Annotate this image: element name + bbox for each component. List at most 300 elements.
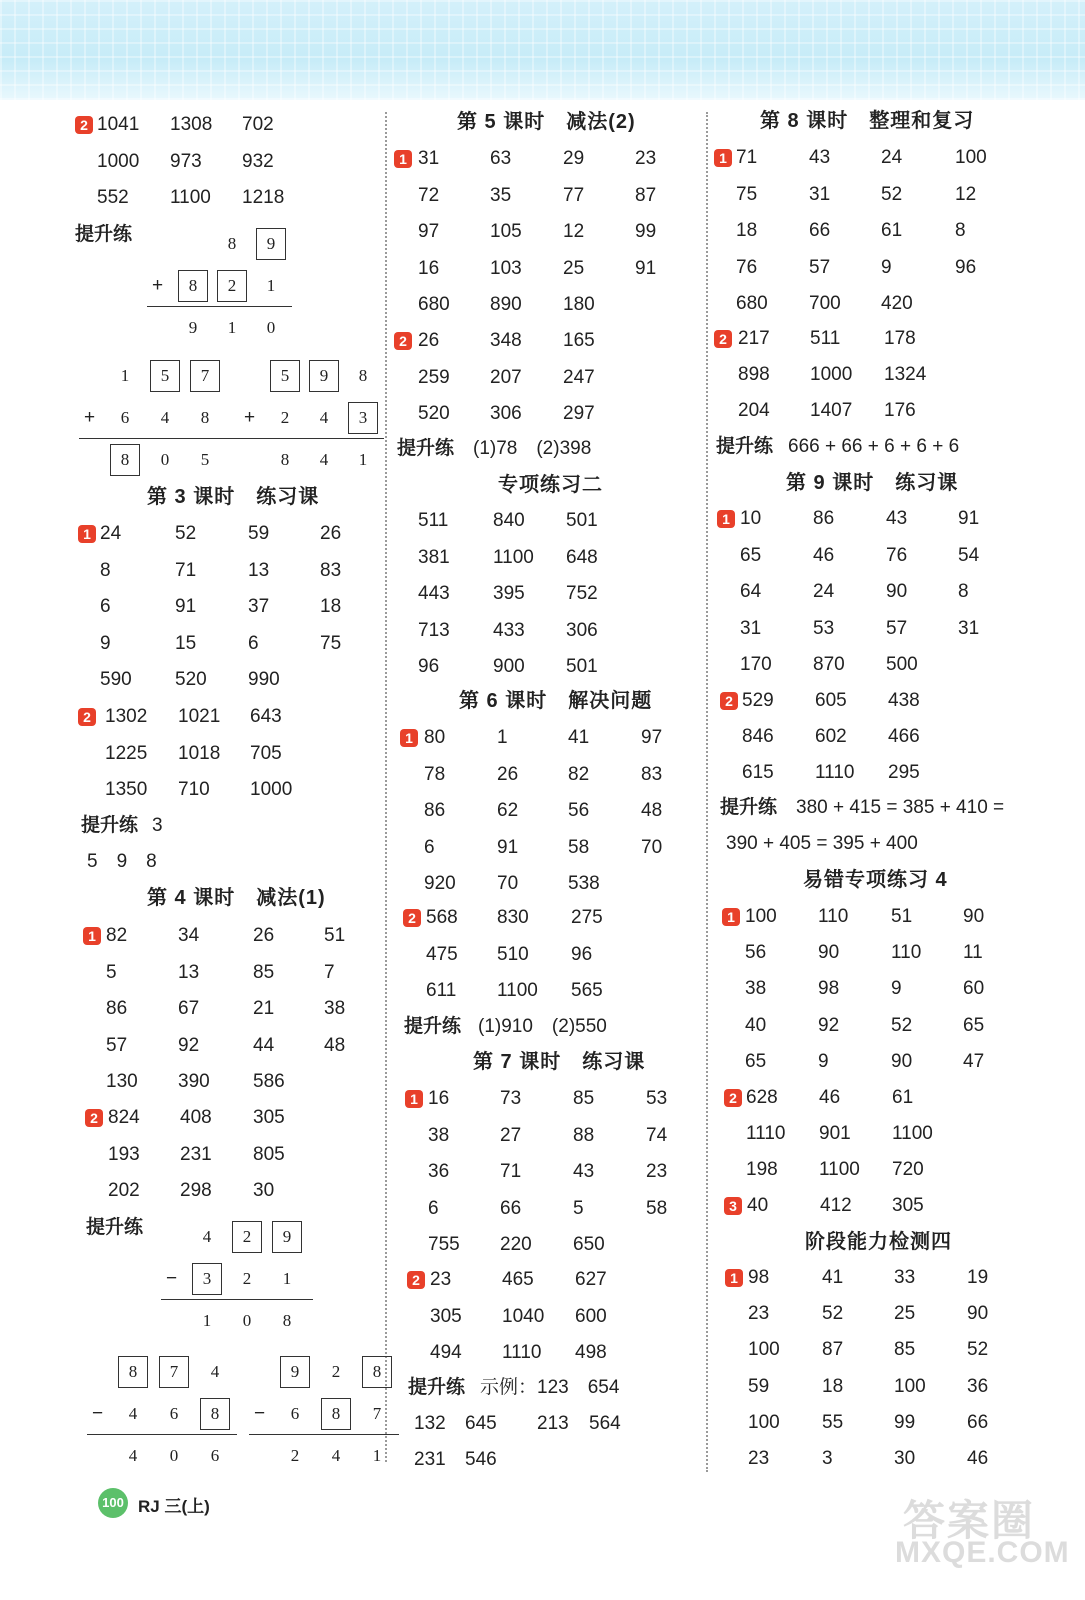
answer-value: 8 (958, 581, 969, 602)
answer-value: 1100 (497, 980, 538, 1001)
answer-value: 6 (428, 1197, 439, 1219)
answer-value: 62 (497, 800, 519, 821)
answer-value: 90 (967, 1303, 989, 1325)
answer-value: 27 (500, 1124, 522, 1146)
answer-value: 52 (967, 1339, 989, 1361)
answer-value: 61 (892, 1087, 914, 1108)
question-number-badge: 2 (720, 692, 738, 710)
answer-value: 30 (894, 1448, 916, 1469)
answer-value: 6 (424, 836, 435, 858)
answer-value: 23 (748, 1303, 770, 1325)
answer-value: 73 (500, 1088, 522, 1109)
answer-value: 86 (106, 998, 128, 1019)
answer-value: 26 (497, 763, 519, 785)
answer-value: 86 (813, 508, 835, 529)
answer-value: 805 (253, 1143, 285, 1165)
answer-value: 565 (571, 980, 603, 1001)
question-number-badge: 3 (724, 1197, 742, 1215)
answer-value: 18 (320, 596, 342, 617)
answer-value: 52 (175, 523, 197, 544)
answer-value: 475 (426, 943, 458, 965)
answer-value: 23 (646, 1161, 668, 1182)
answer-value: 1407 (810, 400, 853, 421)
answer-value: 10 (740, 508, 762, 529)
digit: 4 (319, 450, 329, 469)
answer-value: 70 (497, 873, 519, 894)
answer-value: 31 (740, 617, 762, 639)
practice-label: 提升练 (86, 1217, 144, 1238)
answer-value: 305 (253, 1107, 285, 1128)
answer-value: 59 (748, 1375, 770, 1397)
answer-value: 198 (746, 1159, 778, 1180)
digit: 0 (169, 1446, 179, 1465)
answer-value: 395 (493, 583, 525, 604)
answer-value: 501 (566, 656, 598, 677)
question-number-badge: 1 (400, 729, 418, 747)
question-number-badge: 1 (725, 1269, 743, 1287)
column-divider (706, 112, 708, 1472)
answer-value: 61 (881, 220, 903, 241)
answer-value: (1)78 (2)398 (473, 438, 592, 459)
answer-box-digit: 7 (159, 1356, 189, 1388)
answer-value: 8 (100, 559, 111, 581)
answer-value: 46 (813, 544, 835, 566)
answer-value: 26 (320, 523, 342, 544)
answer-value: 43 (886, 508, 908, 529)
answer-value: 38 (428, 1124, 450, 1146)
answer-value: 13 (248, 559, 270, 581)
answer-value: 1041 (97, 114, 140, 135)
answer-value: 76 (736, 256, 758, 278)
answer-value: 605 (815, 690, 847, 711)
answer-value: 920 (424, 873, 456, 894)
answer-value: 44 (253, 1034, 275, 1056)
answer-value: 247 (563, 366, 595, 388)
answer-value: 46 (819, 1087, 841, 1108)
answer-value: 23 (635, 148, 657, 169)
answer-value: 1040 (502, 1305, 545, 1327)
answer-value: 41 (568, 727, 590, 748)
answer-value: 1350 (105, 779, 148, 800)
answer-value: 91 (497, 836, 519, 858)
answer-value: 56 (568, 800, 590, 821)
answer-value: 65 (745, 1050, 767, 1072)
digit: 8 (227, 234, 237, 253)
answer-box-digit: 8 (110, 444, 140, 476)
answer-value: 54 (958, 544, 980, 566)
answer-value: 92 (178, 1034, 200, 1056)
answer-value: 990 (248, 669, 280, 690)
answer-value: 501 (566, 510, 598, 531)
answer-value: 700 (809, 293, 841, 314)
answer-value: 1000 (97, 150, 140, 172)
answer-value: 648 (566, 546, 598, 568)
answer-value: 75 (320, 632, 342, 654)
answer-value: 438 (888, 690, 920, 711)
answer-value: 494 (430, 1342, 462, 1363)
answer-value: 213 (537, 1413, 569, 1434)
digit: 2 (280, 408, 290, 427)
answer-value: 1000 (250, 779, 293, 800)
answer-value: 628 (746, 1087, 778, 1108)
answer-value: 193 (108, 1143, 140, 1165)
answer-value: 1225 (105, 742, 148, 764)
digit: 1 (266, 276, 276, 295)
digit: 8 (280, 450, 290, 469)
answer-value: 130 (106, 1071, 138, 1092)
answer-value: 90 (963, 906, 985, 927)
answer-value: 43 (573, 1161, 595, 1182)
answer-value: 29 (563, 148, 585, 169)
answer-value: 510 (497, 943, 529, 965)
answer-value: 3 (152, 815, 163, 836)
column-divider (385, 112, 387, 1462)
answer-value: 38 (745, 978, 767, 1000)
answer-value: 9 (100, 632, 111, 654)
digit: 0 (266, 318, 276, 337)
answer-box-digit: 8 (118, 1356, 148, 1388)
answer-value: 43 (809, 147, 831, 168)
answer-value: 59 (248, 523, 270, 544)
digit: 4 (331, 1446, 341, 1465)
digit: 2 (331, 1362, 341, 1381)
answer-value: 511 (418, 510, 449, 531)
answer-value: 98 (818, 978, 840, 1000)
answer-value: 380 + 415 = 385 + 410 = (796, 797, 1005, 818)
watermark-text: 答案圈 (903, 1497, 1036, 1544)
answer-value: 58 (568, 836, 590, 858)
answer-box-digit: 9 (272, 1221, 302, 1253)
answer-value: 1021 (178, 706, 221, 727)
section-title: 第 7 课时 练习课 (473, 1051, 646, 1073)
answer-value: 1110 (746, 1123, 786, 1144)
answer-value: 72 (418, 184, 440, 206)
answer-value: 74 (646, 1124, 668, 1146)
answer-value: 586 (253, 1071, 285, 1092)
answer-value: 645 (465, 1413, 497, 1434)
answer-value: 1100 (892, 1123, 933, 1144)
digit: 4 (128, 1446, 138, 1465)
answer-value: 80 (424, 727, 446, 748)
digit: 8 (358, 366, 368, 385)
answer-value: 36 (428, 1161, 450, 1182)
answer-value: 34 (178, 925, 200, 946)
answer-value: 305 (892, 1195, 924, 1216)
answer-value: 70 (641, 836, 663, 858)
answer-value: 23 (430, 1269, 452, 1290)
digit: 2 (290, 1446, 300, 1465)
answer-value: 57 (809, 256, 831, 278)
answer-box-digit: 2 (217, 270, 247, 302)
answer-value: 170 (740, 654, 772, 675)
answer-value: 51 (324, 925, 346, 946)
operator-sign: − (166, 1268, 178, 1289)
answer-value: 25 (894, 1303, 916, 1325)
answer-value: 83 (641, 763, 663, 785)
answer-value: 520 (418, 403, 450, 424)
answer-value: 465 (502, 1269, 534, 1290)
answer-value: 57 (886, 617, 908, 639)
answer-value: 511 (810, 328, 841, 349)
digit: 4 (160, 408, 170, 427)
answer-value: 78 (424, 763, 446, 785)
watermark-url: MXQE.COM (895, 1536, 1070, 1569)
section-title: 易错专项练习 4 (803, 869, 948, 891)
answer-value: 5 (106, 961, 117, 983)
answer-value: 38 (324, 998, 346, 1019)
digit: 2 (242, 1269, 252, 1288)
question-number-badge: 1 (714, 149, 732, 167)
question-number-badge: 1 (394, 150, 412, 168)
answer-value: 16 (418, 257, 440, 279)
answer-box-digit: 9 (256, 228, 286, 260)
answer-box-digit: 8 (321, 1398, 351, 1430)
answer-value: 1110 (815, 762, 855, 783)
answer-value: 666 + 66 + 6 + 6 + 6 (788, 436, 960, 457)
answer-box-digit: 3 (348, 402, 378, 434)
question-number-badge: 1 (722, 908, 740, 926)
answer-value: 381 (418, 546, 450, 568)
practice-label: 提升练 (81, 815, 139, 836)
answer-value: 110 (891, 942, 922, 964)
question-number-badge: 2 (75, 116, 93, 134)
answer-value: 705 (250, 742, 282, 764)
answer-value: 48 (324, 1034, 346, 1056)
answer-value: 755 (428, 1234, 460, 1255)
answer-value: 305 (430, 1305, 462, 1327)
practice-label: 提升练 (720, 797, 778, 818)
question-number-badge: 1 (717, 510, 735, 528)
answer-value: 9 (891, 978, 902, 1000)
answer-value: 66 (500, 1197, 522, 1219)
answer-value: 348 (490, 330, 522, 351)
answer-value: 100 (748, 1411, 780, 1433)
answer-box-digit: 9 (309, 360, 339, 392)
answer-value: 24 (881, 147, 903, 168)
answer-value: 96 (571, 943, 593, 965)
answer-value: 600 (575, 1305, 607, 1327)
answer-value: 90 (818, 942, 840, 964)
answer-value: 165 (563, 330, 595, 351)
answer-value: 231 (414, 1449, 446, 1470)
answer-value: 568 (426, 907, 458, 928)
question-number-badge: 2 (403, 909, 421, 927)
operator-sign: + (152, 275, 164, 296)
question-number-badge: 2 (724, 1089, 742, 1107)
answer-value: 973 (170, 150, 202, 172)
answer-value: 55 (822, 1411, 844, 1433)
answer-value: 830 (497, 907, 529, 928)
answer-value: 433 (493, 619, 525, 641)
answer-value: 901 (819, 1123, 851, 1144)
answer-value: 412 (820, 1195, 852, 1216)
answer-value: 1324 (884, 364, 927, 385)
answer-value: 86 (424, 800, 446, 821)
answer-value: 3 (822, 1448, 833, 1469)
section-title: 阶段能力检测四 (805, 1231, 952, 1253)
sum-line (161, 1299, 313, 1300)
answer-value: 23 (748, 1448, 770, 1469)
answer-value: 615 (742, 762, 774, 783)
digit: 1 (372, 1446, 382, 1465)
answer-value: 16 (428, 1088, 450, 1109)
answer-value: 25 (563, 257, 585, 279)
answer-value: 91 (958, 508, 980, 529)
answer-value: 85 (573, 1088, 595, 1109)
answer-value: 41 (822, 1267, 844, 1288)
header-decoration-band (0, 0, 1085, 100)
answer-value: 602 (815, 726, 847, 747)
answer-value: 13 (178, 961, 200, 983)
answer-value: 132 (414, 1413, 446, 1434)
answer-value: 9 (818, 1050, 829, 1072)
answer-value: 713 (418, 619, 450, 641)
practice-label: 提升练 (75, 224, 133, 245)
digit: 4 (319, 408, 329, 427)
question-number-badge: 2 (394, 332, 412, 350)
answer-value: 96 (955, 256, 977, 278)
answer-value: 87 (635, 184, 657, 206)
section-title: 第 6 课时 解决问题 (459, 690, 653, 712)
answer-value: 110 (818, 906, 849, 927)
digit: 4 (210, 1362, 220, 1381)
answer-box-digit: 8 (362, 1356, 392, 1388)
answer-value: 846 (742, 726, 774, 747)
answer-value: 466 (888, 726, 920, 747)
digit: 1 (282, 1269, 292, 1288)
answer-value: 71 (500, 1161, 522, 1182)
section-title: 第 5 课时 减法(2) (457, 111, 636, 133)
answer-value: 71 (175, 559, 197, 581)
answer-value: 6 (100, 596, 111, 617)
answer-value: (1)910 (2)550 (478, 1016, 607, 1037)
answer-value: 64 (740, 581, 762, 602)
section-title: 专项练习二 (498, 474, 603, 496)
answer-value: 90 (891, 1050, 913, 1072)
practice-label: 提升练 (408, 1377, 466, 1398)
answer-value: 702 (242, 114, 274, 135)
answer-value: 98 (748, 1267, 770, 1288)
answer-value: 52 (891, 1014, 913, 1036)
answer-value: 71 (736, 147, 758, 168)
answer-value: 870 (813, 654, 845, 675)
answer-value: 538 (568, 873, 600, 894)
question-number-badge: 1 (405, 1090, 423, 1108)
answer-value: 1000 (810, 364, 853, 385)
answer-value: 31 (809, 183, 831, 205)
answer-value: 65 (963, 1014, 985, 1036)
answer-value: 180 (563, 294, 595, 315)
answer-value: 100 (894, 1375, 926, 1397)
answer-value: 40 (745, 1014, 767, 1036)
answer-value: 546 (465, 1449, 497, 1470)
answer-value: 47 (963, 1050, 985, 1072)
answer-value: 63 (490, 148, 512, 169)
operator-sign: + (84, 407, 96, 428)
answer-box-digit: 5 (270, 360, 300, 392)
answer-value: 91 (175, 596, 197, 617)
answer-value: 176 (884, 400, 916, 421)
answer-value: 840 (493, 510, 525, 531)
answer-value: 932 (242, 150, 274, 172)
answer-value: 295 (888, 762, 920, 783)
answer-value: 680 (736, 293, 768, 314)
question-number-badge: 2 (78, 708, 96, 726)
practice-label: 提升练 (397, 438, 455, 459)
operator-sign: − (92, 1403, 104, 1424)
answer-value: 178 (884, 328, 916, 349)
answer-value: 420 (881, 293, 913, 314)
answer-value: 824 (108, 1107, 140, 1128)
answer-value: 900 (493, 656, 525, 677)
question-number-badge: 1 (83, 927, 101, 945)
answer-value: 564 (589, 1413, 621, 1434)
answer-value: 207 (490, 366, 522, 388)
answer-value: 650 (573, 1234, 605, 1255)
answer-value: 58 (646, 1197, 668, 1219)
answer-value: 202 (108, 1180, 140, 1201)
answer-value: 898 (738, 364, 770, 385)
digit: 5 (200, 450, 210, 469)
question-number-badge: 2 (85, 1109, 103, 1127)
answer-value: 217 (738, 328, 770, 349)
answer-value: 5 (573, 1197, 584, 1219)
answer-value: 100 (955, 147, 987, 168)
answer-value: 52 (822, 1303, 844, 1325)
answer-value: 1018 (178, 742, 221, 764)
answer-value: 56 (745, 942, 767, 964)
digit: 7 (372, 1404, 382, 1423)
question-number-badge: 1 (78, 525, 96, 543)
answer-value: 710 (178, 779, 210, 800)
page-number-badge: 100 (98, 1488, 128, 1518)
answer-value: 46 (967, 1448, 989, 1469)
answer-value: 306 (566, 619, 598, 641)
answer-value: 53 (813, 617, 835, 639)
answer-box-digit: 8 (178, 270, 208, 302)
digit: 6 (210, 1446, 220, 1465)
answer-box-digit: 7 (190, 360, 220, 392)
answer-value: 6 (248, 632, 259, 654)
answer-value: 77 (563, 184, 585, 206)
digit: 6 (120, 408, 130, 427)
answer-value: 520 (175, 669, 207, 690)
answer-box-digit: 9 (280, 1356, 310, 1388)
answer-value: 5 9 8 (87, 851, 157, 872)
question-number-badge: 2 (407, 1271, 425, 1289)
answer-value: 75 (736, 183, 758, 205)
answer-value: 1218 (242, 187, 285, 208)
answer-value: 57 (106, 1034, 128, 1056)
answer-value: 15 (175, 632, 197, 654)
answer-value: 100 (748, 1339, 780, 1361)
answer-value: 752 (566, 583, 598, 604)
answer-value: 100 (745, 906, 777, 927)
answer-value: 275 (571, 907, 603, 928)
answer-value: 60 (963, 978, 985, 1000)
answer-value: 443 (418, 583, 450, 604)
digit: 4 (202, 1227, 212, 1246)
answer-value: 529 (742, 690, 774, 711)
answer-value: 48 (641, 800, 663, 821)
answer-value: 1 (497, 727, 508, 748)
answer-value: 12 (563, 221, 585, 242)
digit: 1 (120, 366, 130, 385)
answer-value: 12 (955, 183, 977, 205)
answer-value: 82 (568, 763, 590, 785)
answer-value: 96 (418, 656, 440, 677)
answer-value: 65 (740, 544, 762, 566)
